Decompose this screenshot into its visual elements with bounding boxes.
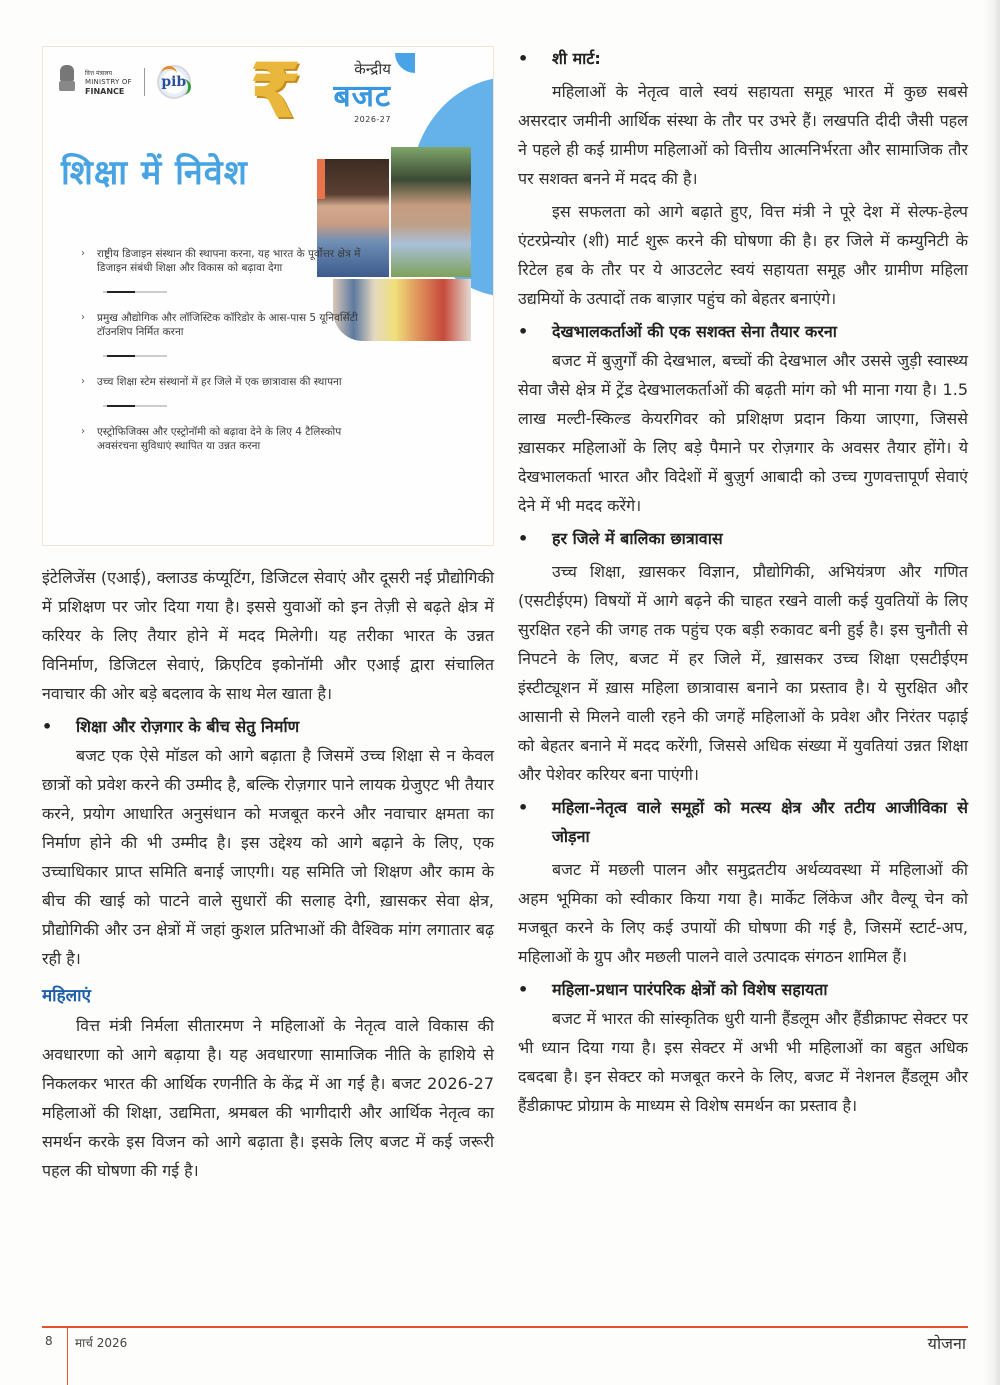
heading-text: देखभालकर्ताओं की एक सशक्त सेना तैयार करना xyxy=(552,322,837,341)
paragraph: बजट एक ऐसे मॉडल को आगे बढ़ाता है जिसमें उच्च शिक्षा से न केवल छात्रों को प्रवेश करने की उम्मीद है, बल्कि रोज़गार पाने लायक ग्रेजुएट भी तैयार करने, प्रयोग आधारित अनुसंधान को मजबूत करने और नवाचार क्षमता का निर्माण होने की भी उम्मीद है। इस उद्देश्य को आगे बढ़ाने के लिए, एक उच्चाधिकार प्राप्त समिति बनाई जाएगी। यह समिति जो शिक्षण और काम के बीच की खाई को पाटने वाले सुधारों की सलाह देगी, ख़ासकर सेवा क्षेत्र, प्रौद्योगिकी और उन क्षेत्रों में जहां कुशल प्रतिभाओं की वैश्विक मांग लगातार बढ़ रही है। xyxy=(42,746,494,968)
budget-label-main: बजट xyxy=(333,79,391,114)
page-edge-shadow xyxy=(982,0,1000,1385)
logo-row xyxy=(57,65,191,99)
heading-text: शी मार्ट: xyxy=(552,49,601,68)
ministry-hindi: वित्त मंत्रालय xyxy=(85,69,112,77)
paragraph: बजट में मछली पालन और समुद्रतटीय अर्थव्यवस्था में महिलाओं की अहम भूमिका को स्वीकार किया गया है। मार्केट लिंकेज और वैल्यू चेन को मजबूत करने के लिए कई उपायों की घोषणा की गई है, जिसमें स्टार्ट-अप, महिलाओं के ग्रुप और मछली पालने वाले उत्पादक संगठन शामिल हैं। xyxy=(518,860,968,966)
bullet-icon: • xyxy=(42,717,53,736)
budget-year: 2026-27 xyxy=(354,115,391,124)
chevron-right-icon: › xyxy=(81,426,85,437)
bullet-icon: • xyxy=(518,798,529,817)
budget-wordmark xyxy=(301,59,391,125)
paragraph: वित्त मंत्री निर्मला सीतारमण ने महिलाओं के नेतृत्व वाले विकास की अवधारणा को आगे बढ़ाया है। यह अवधारणा सामाजिक नीति के हाशिये से निकलकर भारत की आर्थिक रणनीति के केंद्र में आ गई है। बजट 2026-27 महिलाओं की शिक्षा, उद्यमिता, श्रमबल की भागीदारी और आर्थिक नेतृत्व का समर्थन करके इस विजन को आगे बढ़ाता है। इसके लिए बजट में कई जरूरी पहल की घोषणा की गई है। xyxy=(42,1016,494,1180)
budget-label-top: केन्द्रीय xyxy=(354,60,391,78)
pib-logo-text: pib xyxy=(161,74,187,90)
national-emblem-icon xyxy=(57,65,77,99)
bullet-icon: • xyxy=(518,322,529,341)
bullet-divider xyxy=(103,405,167,407)
paragraph: महिलाओं के नेतृत्व वाले स्वयं सहायता समूह भारत में कुछ सबसे असरदार जमीनी आर्थिक संस्था के तौर पर उभरे हैं। लखपति दीदी जैसी पहल ने पहले ही कई ग्रामीण महिलाओं को वित्तीय आत्मनिर्भरता और सामाजिक तौर पर सशक्त बनने में मदद की है। xyxy=(518,82,968,188)
decorative-blue-shape xyxy=(395,53,415,73)
infographic-bullet: › राष्ट्रीय डिजाइन संस्थान की स्थापना करना, यह भारत के पूर्वोत्तर क्षेत्र में डिजाइन संबंधी शिक्षा और विकास को बढ़ावा देगा xyxy=(81,248,361,274)
magazine-name: योजना xyxy=(927,1334,966,1353)
footer-vertical-rule xyxy=(67,1327,68,1385)
bullet-icon: • xyxy=(518,49,529,68)
ministry-en: MINISTRY OF xyxy=(85,77,132,86)
section-heading xyxy=(42,712,494,741)
students-photo-2 xyxy=(391,147,471,277)
right-column xyxy=(518,44,968,1120)
ministry-finance: FINANCE xyxy=(85,86,125,96)
chevron-right-icon: › xyxy=(81,312,85,323)
section-heading xyxy=(518,524,968,553)
issue-date: मार्च 2026 xyxy=(75,1336,128,1350)
paragraph: उच्च शिक्षा, ख़ासकर विज्ञान, प्रौद्योगिकी, अभियंत्रण और गणित (एसटीईएम) विषयों में आगे बढ़ने की चाहत रखने वाली कई युवतियों के लिए सुरक्षित रहने की जगह तक पहुंच एक बड़ी रुकावट बनी हुई है। इस चुनौती से निपटने के लिए, बजट में हर जिले में, ख़ासकर उच्च शिक्षा एसटीईएम इंस्टीट्यूशन में ख़ास महिला छात्रावास बनाने का प्रस्ताव है। ये सुरक्षित और आसानी से मिलने वाली रहने की जगहें महिलाओं के प्रवेश और निरंतर पढ़ाई को बेहतर बनाने में मदद करेंगी, जिससे अधिक संख्या में युवतियां उन्नत शिक्षा और पेशेवर करियर बना पाएंगी। xyxy=(518,562,968,784)
bullet-icon: • xyxy=(518,529,529,548)
bullet-divider xyxy=(103,355,167,357)
left-column xyxy=(42,563,494,1185)
rupee-symbol-icon: ₹ xyxy=(249,46,302,135)
section-heading xyxy=(518,317,968,346)
infographic-title: शिक्षा में निवेश xyxy=(61,153,248,193)
section-heading xyxy=(518,975,968,1004)
infographic-bullet: › एस्ट्रोफिजिक्स और एस्ट्रोनॉमी को बढ़ावा देने के लिए 4 टैलिस्कोप अवसंरचना सुविधाएं स्थापित या उन्नत करना xyxy=(81,426,342,452)
section-heading xyxy=(518,44,968,73)
bullet-icon: • xyxy=(518,980,529,999)
paragraph: बजट में बुज़ुर्गों की देखभाल, बच्चों की देखभाल और उससे जुड़ी स्वास्थ्य सेवा जैसे क्षेत्र में ट्रेंड देखभालकर्ताओं की बढ़ती मांग को भी माना गया है। 1.5 लाख मल्टी-स्किल्ड केयरगिवर को प्रशिक्षण प्रदान किया जाएगा, जिससे ख़ासकर महिलाओं के लिए बड़े पैमाने पर रोज़गार के अवसर तैयार होंगे। ये देखभालकर्ता भारत और विदेशों में बुज़ुर्ग आबादी को उच्च गुणवत्तापूर्ण सेवाएं देने में भी मदद करेंगे। xyxy=(518,351,968,515)
pib-logo-icon xyxy=(157,65,191,99)
paragraph: इस सफलता को आगे बढ़ाते हुए, वित्त मंत्री ने पूरे देश में सेल्फ-हेल्प एंटरप्रेन्योर (शी) मार्ट शुरू करने की घोषणा की है। हर जिले में कम्युनिटी के रिटेल हब के तौर पर ये आउटलेट स्वयं सहायता समूह और ग्रामीण महिला उद्यमियों के उत्पादों तक बाज़ार पहुंच को बेहतर बनाएंगे। xyxy=(518,202,968,308)
section-heading xyxy=(518,793,968,851)
infographic-bullets xyxy=(81,247,371,453)
bullet-divider xyxy=(103,291,167,293)
footer-rule xyxy=(42,1326,968,1328)
logo-divider xyxy=(144,68,145,96)
heading-text: महिला-नेतृत्व वाले समूहों को मत्स्य क्षेत्र और तटीय आजीविका से जोड़ना xyxy=(552,798,968,846)
heading-text: हर जिले में बालिका छात्रावास xyxy=(552,529,723,548)
page-number: 8 xyxy=(45,1334,53,1348)
heading-text: महिला-प्रधान पारंपरिक क्षेत्रों को विशेष सहायता xyxy=(552,980,828,999)
chevron-right-icon: › xyxy=(81,248,85,259)
intro-paragraph: इंटेलिजेंस (एआई), क्लाउड कंप्यूटिंग, डिजिटल सेवाएं और दूसरी नई प्रौद्योगिकी में प्रशिक्षण पर जोर दिया गया है। इससे युवाओं को इन तेज़ी से बढ़ते क्षेत्र में करियर के लिए तैयार होने में मदद मिलेगी। यह तरीका भारत के उन्नत विनिर्माण, डिजिटल सेवाएं, क्रिएटिव इकोनॉमी और एआई द्वारा संचालित नवाचार की ओर बड़े बदलाव के साथ मेल खाता है। xyxy=(42,568,494,703)
paragraph: बजट में भारत की सांस्कृतिक धुरी यानी हैंडलूम और हैंडीक्राफ्ट सेक्टर पर भी ध्यान दिया गया है। इस सेक्टर में अभी भी महिलाओं का बहुत अधिक दबदबा है। इन सेक्टर को मजबूत करने के लिए, बजट में नेशनल हैंडलूम और हैंडीक्राफ्ट प्रोग्राम के माध्यम से विशेष समर्थन का प्रस्ताव है। xyxy=(518,1009,968,1115)
infographic-card xyxy=(42,46,494,546)
infographic-bullet: › उच्च शिक्षा स्टेम संस्थानों में हर जिले में एक छात्रावास की स्थापना xyxy=(81,376,342,388)
chevron-right-icon: › xyxy=(81,376,85,387)
infographic-bullet: › प्रमुख औद्योगिक और लॉजिस्टिक कॉरिडोर के आस-पास 5 यूनिवर्सिटी टॉउनशिप निर्मित करना xyxy=(81,312,358,338)
heading-text: शिक्षा और रोज़गार के बीच सेतु निर्माण xyxy=(76,717,300,736)
section-title-women: महिलाएं xyxy=(42,986,91,1006)
ministry-of-finance-logo xyxy=(85,69,132,96)
